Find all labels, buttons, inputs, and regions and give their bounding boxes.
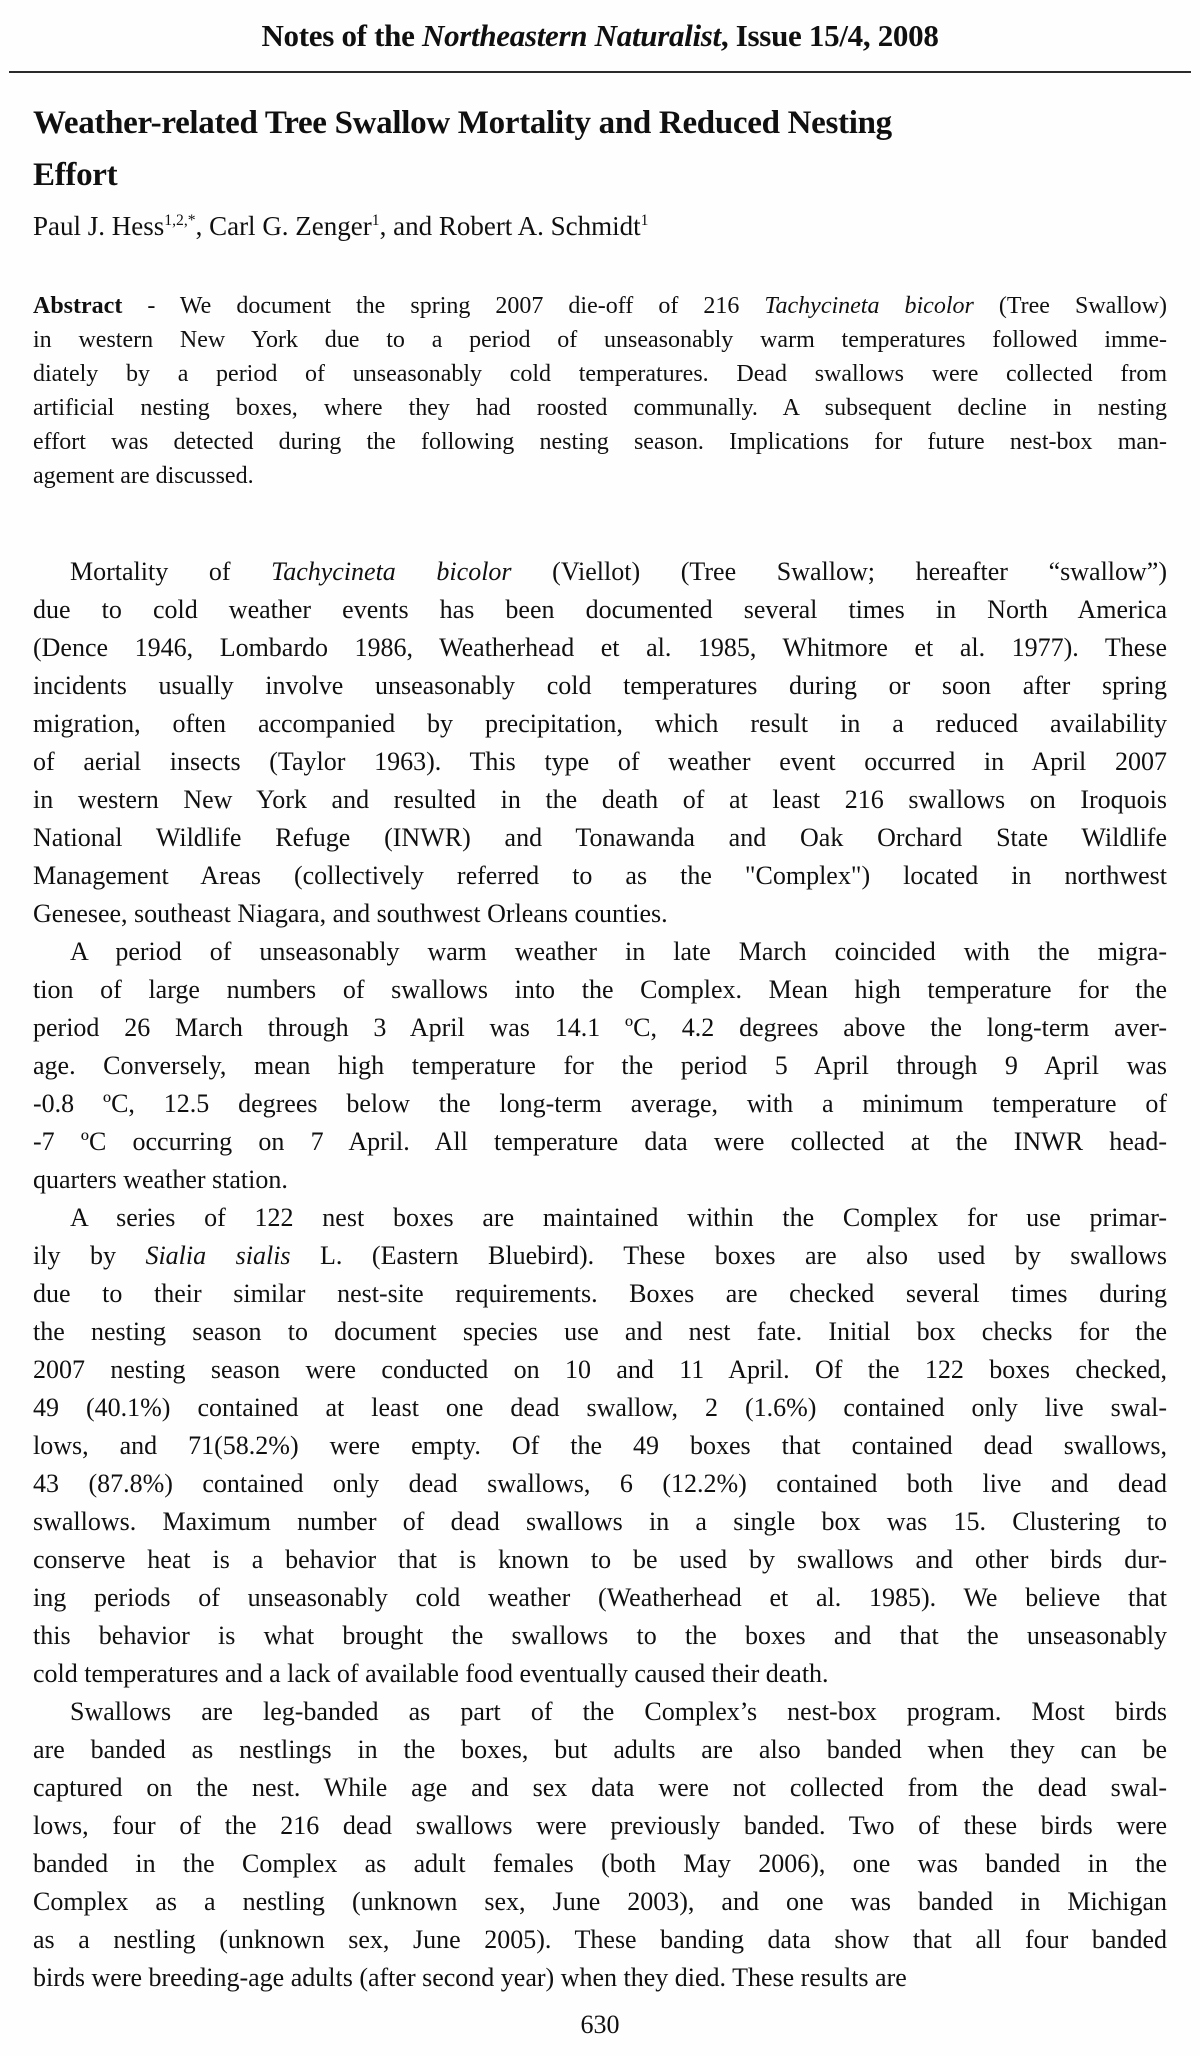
text-run: due to cold weather events has been documented several times in North America [33, 595, 1167, 624]
text-line [33, 357, 1167, 391]
text-run: Northeastern Naturalist [422, 18, 721, 53]
text-line [33, 1009, 1167, 1047]
text-run: -7 ºC occurring on 7 April. All temperature data were collected at the INWR head- [33, 1127, 1167, 1156]
page-number: 630 [580, 2010, 620, 2039]
text-line [33, 1655, 1167, 1693]
text-run: diately by a period of unseasonably cold temperatures. Dead swallows were collected from [33, 361, 1167, 387]
text-line [33, 971, 1167, 1009]
text-line [33, 1161, 1167, 1199]
text-run: cold temperatures and a lack of available food eventually caused their death. [33, 1659, 829, 1688]
text-line [33, 1275, 1167, 1313]
text-line [33, 857, 1167, 895]
text-run: Sialia sialis [145, 1241, 291, 1270]
text-run: artificial nesting boxes, where they had roosted communally. A subsequent decline in nesting [33, 395, 1167, 421]
text-line [33, 553, 1167, 591]
text-line [33, 1579, 1167, 1617]
text-run: swallows. Maximum number of dead swallows in a single box was 15. Clustering to [33, 1507, 1167, 1536]
text-run: , Carl G. Zenger [195, 211, 372, 241]
text-line [33, 1085, 1167, 1123]
text-run: as a nestling (unknown sex, June 2005). These banding data show that all four banded [33, 1925, 1167, 1954]
text-line [33, 1427, 1167, 1465]
text-run: 2007 nesting season were conducted on 10 and 11 April. Of the 122 boxes checked, [33, 1355, 1167, 1384]
text-run: effort was detected during the following nesting season. Implications for future nest-box man- [33, 429, 1167, 455]
text-line [33, 1693, 1167, 1731]
text-line [33, 667, 1167, 705]
text-run: age. Conversely, mean high temperature for the period 5 April through 9 April was [33, 1051, 1167, 1080]
text-run: Paul J. Hess [33, 211, 165, 241]
text-line [33, 391, 1167, 425]
text-run: Complex as a nestling (unknown sex, June 2003), and one was banded in Michigan [33, 1887, 1167, 1916]
text-run: A period of unseasonably warm weather in late March coincided with the migra- [70, 937, 1167, 966]
text-run: 1 [640, 212, 649, 229]
body-paragraph-1 [33, 553, 1167, 933]
text-line [33, 743, 1167, 781]
text-line [33, 1199, 1167, 1237]
text-run: , Issue 15/4, 2008 [720, 18, 939, 53]
journal-header [33, 10, 1167, 56]
article-title [33, 97, 1167, 201]
text-run: the nesting season to document species use and nest fate. Initial box checks for the [33, 1317, 1167, 1346]
text-run: due to their similar nest-site requirements. Boxes are checked several times during [33, 1279, 1167, 1308]
text-run: incidents usually involve unseasonably cold temperatures during or soon after spring [33, 671, 1167, 700]
text-line [33, 591, 1167, 629]
text-line [33, 1313, 1167, 1351]
text-line [33, 1883, 1167, 1921]
text-line [33, 1351, 1167, 1389]
text-line [33, 1237, 1167, 1275]
text-line [33, 1845, 1167, 1883]
text-run: (Tree Swallow) [973, 293, 1167, 319]
text-run: Abstract [33, 293, 123, 319]
text-run: -0.8 ºC, 12.5 degrees below the long-term average, with a minimum temperature of [33, 1089, 1167, 1118]
text-run: National Wildlife Refuge (INWR) and Tonawanda and Oak Orchard State Wildlife [33, 823, 1167, 852]
text-run: conserve heat is a behavior that is known to be used by swallows and other birds dur- [33, 1545, 1167, 1574]
body-paragraph-4 [33, 1693, 1167, 1997]
text-run: ily by [33, 1241, 146, 1270]
text-line [33, 1959, 1167, 1997]
text-run: 1 [371, 212, 380, 229]
text-line [33, 705, 1167, 743]
text-line [33, 1541, 1167, 1579]
text-line [33, 425, 1167, 459]
text-run: Tachycineta bicolor [764, 293, 974, 319]
body-paragraph-2 [33, 933, 1167, 1199]
text-line [33, 933, 1167, 971]
text-run: lows, four of the 216 dead swallows were previously banded. Two of these birds were [33, 1811, 1167, 1840]
text-run: - We document the spring 2007 die-off of 216 [122, 293, 765, 319]
text-line [33, 97, 1167, 149]
text-run: Mortality of [70, 557, 272, 586]
body-paragraph-3 [33, 1199, 1167, 1693]
text-run: lows, and 71(58.2%) were empty. Of the 49 boxes that contained dead swallows, [33, 1431, 1167, 1460]
text-line [33, 781, 1167, 819]
text-run: (Dence 1946, Lombardo 1986, Weatherhead et al. 1985, Whitmore et al. 1977). These [33, 633, 1167, 662]
text-run: 43 (87.8%) contained only dead swallows, 6 (12.2%) contained both live and dead [33, 1469, 1167, 1498]
text-line [33, 1921, 1167, 1959]
text-run: migration, often accompanied by precipitation, which result in a reduced availability [33, 709, 1167, 738]
text-run: Weather-related Tree Swallow Mortality and Reduced Nesting [33, 105, 892, 141]
text-run: are banded as nestlings in the boxes, but adults are also banded when they can be [33, 1735, 1167, 1764]
text-run: Notes of the [261, 18, 422, 53]
text-line [33, 1123, 1167, 1161]
text-run: in western New York and resulted in the death of at least 216 swallows on Iroquois [33, 785, 1167, 814]
text-line [33, 629, 1167, 667]
header-rule [9, 71, 1191, 73]
text-line [33, 149, 1167, 201]
text-run: of aerial insects (Taylor 1963). This type of weather event occurred in April 2007 [33, 747, 1167, 776]
text-line [33, 1465, 1167, 1503]
text-run: Effort [33, 157, 118, 193]
text-run: Swallows are leg-banded as part of the Complex’s nest-box program. Most birds [70, 1697, 1167, 1726]
text-line [33, 1617, 1167, 1655]
text-run: tion of large numbers of swallows into the Complex. Mean high temperature for the [33, 975, 1167, 1004]
text-run: 1,2,* [164, 212, 196, 229]
text-run: A series of 122 nest boxes are maintained within the Complex for use primar- [70, 1203, 1167, 1232]
text-run: Genesee, southeast Niagara, and southwest Orleans counties. [33, 899, 668, 928]
text-run: quarters weather station. [33, 1165, 288, 1194]
text-line [33, 459, 1167, 493]
text-run: in western New York due to a period of unseasonably warm temperatures followed imme- [33, 327, 1167, 353]
text-run: birds were breeding-age adults (after second year) when they died. These results are [33, 1963, 907, 1992]
text-run: 49 (40.1%) contained at least one dead swallow, 2 (1.6%) contained only live swal- [33, 1393, 1167, 1422]
text-run: (Viellot) (Tree Swallow; hereafter “swallow”) [511, 557, 1167, 586]
text-line [33, 819, 1167, 857]
text-run: this behavior is what brought the swallows to the boxes and that the unseasonably [33, 1621, 1167, 1650]
text-run: ing periods of unseasonably cold weather (Weatherhead et al. 1985). We believe that [33, 1583, 1167, 1612]
text-run: period 26 March through 3 April was 14.1 ºC, 4.2 degrees above the long-term aver- [33, 1013, 1167, 1042]
text-run: Management Areas (collectively referred to as the "Complex") located in northwest [33, 861, 1167, 890]
text-line [33, 323, 1167, 357]
text-line [33, 289, 1167, 323]
text-run: L. (Eastern Bluebird). These boxes are also used by swallows [290, 1241, 1167, 1270]
author-line [33, 209, 1167, 243]
text-run: Tachycineta bicolor [271, 557, 512, 586]
text-line [33, 1389, 1167, 1427]
text-line [33, 1503, 1167, 1541]
abstract-paragraph [33, 289, 1167, 493]
text-run: banded in the Complex as adult females (both May 2006), one was banded in the [33, 1849, 1167, 1878]
text-line [33, 1769, 1167, 1807]
text-line [33, 1047, 1167, 1085]
text-line [33, 1731, 1167, 1769]
text-line [33, 895, 1167, 933]
text-line [33, 1807, 1167, 1845]
text-run: agement are discussed. [33, 463, 254, 489]
text-run: , and Robert A. Schmidt [379, 211, 641, 241]
text-run: captured on the nest. While age and sex data were not collected from the dead swal- [33, 1773, 1167, 1802]
